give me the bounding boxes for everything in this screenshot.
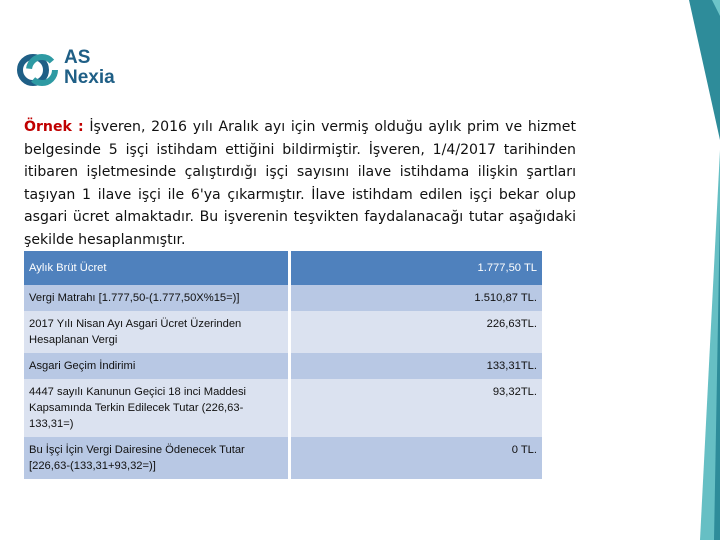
- row-value-cell: 93,32TL.: [290, 379, 543, 437]
- row-label-cell: Vergi Matrahı [1.777,50-(1.777,50X%15=)]: [24, 285, 290, 311]
- teal-band-light: [712, 0, 720, 16]
- calculation-table: [24, 251, 542, 479]
- table-row: [24, 353, 542, 379]
- logo-line-nexia: Nexia: [64, 67, 115, 88]
- teal-band-edge: [714, 210, 720, 540]
- example-paragraph: [24, 116, 576, 251]
- teal-band-dark: [689, 0, 720, 140]
- row-label-cell: 4447 sayılı Kanunun Geçici 18 inci Maddesi Kapsamında Terkin Edilecek Tutar (226,63-133,31=): [24, 379, 290, 437]
- row-value-cell: 133,31TL.: [290, 353, 543, 379]
- row-value-cell: 226,63TL.: [290, 311, 543, 353]
- table-row: [24, 311, 542, 353]
- logo-text: [64, 48, 115, 88]
- nexia-swirl-icon: [16, 52, 58, 88]
- table-row: [24, 379, 542, 437]
- teal-band-mid: [700, 150, 720, 540]
- table-row: [24, 285, 542, 311]
- row-value-cell: 1.510,87 TL.: [290, 285, 543, 311]
- header-label-cell: Aylık Brüt Ücret: [24, 251, 290, 285]
- table-row: [24, 437, 542, 479]
- example-text: İşveren, 2016 yılı Aralık ayı için vermiş olduğu aylık prim ve hizmet belgesinde 5 işçi istihdam ettiğini bildirmiştir. İşveren, 1/4/2017 tarihinden itibaren işletmesinde çalıştırdığı işçi sayısını ilave istihdama ilişkin şartları taşıyan 1 ilave işçi ile 6'ya çıkarmıştır. İlave istihdam edilen işçi bekar olup asgari ücret almaktadır. Bu işverenin teşvikten faydalanacağı tutar aşağıdaki şekilde hesaplanmıştır.: [24, 119, 576, 248]
- row-label-cell: 2017 Yılı Nisan Ayı Asgari Ücret Üzerinden Hesaplanan Vergi: [24, 311, 290, 353]
- row-label-cell: Asgari Geçim İndirimi: [24, 353, 290, 379]
- table-header-row: [24, 251, 542, 285]
- header-value-cell: 1.777,50 TL: [290, 251, 543, 285]
- logo-line-as: AS: [64, 47, 91, 68]
- row-value-cell: 0 TL.: [290, 437, 543, 479]
- company-logo: [16, 46, 136, 96]
- example-label: Örnek :: [24, 119, 84, 135]
- row-label-cell: Bu İşçi İçin Vergi Dairesine Ödenecek Tutar [226,63-(133,31+93,32=)]: [24, 437, 290, 479]
